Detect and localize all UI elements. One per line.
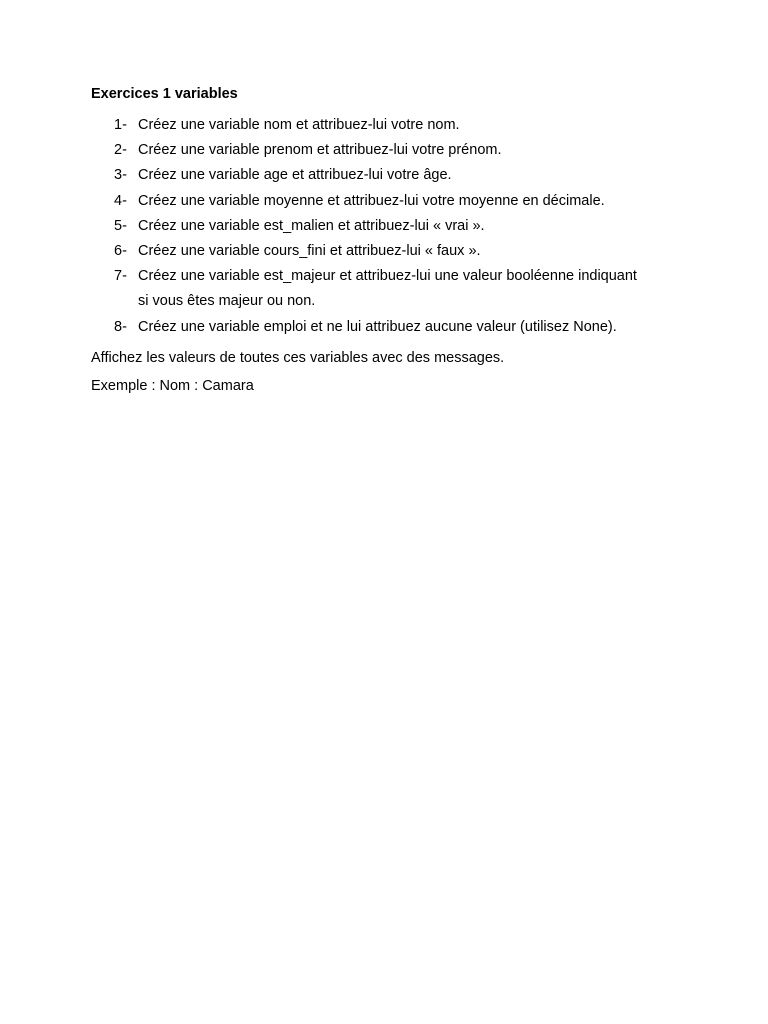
exercise-item: [0, 214, 637, 239]
exercise-item: [0, 163, 637, 188]
exercise-number: 4-: [114, 192, 127, 209]
exercise-number: 5-: [114, 217, 127, 234]
exercise-number: 3-: [114, 167, 127, 184]
exercise-number: 7-: [114, 268, 127, 285]
exercise-number: 1-: [114, 117, 127, 133]
exercise-title: Exercices 1 variables: [91, 86, 238, 102]
exercise-text-line: Créez une variable emploi et ne lui attribuez aucune valeur (utilisez None).: [138, 318, 617, 335]
exercise-text-line: Créez une variable prenom et attribuez-lui votre prénom.: [138, 142, 502, 159]
exercise-list: [0, 113, 637, 340]
exercise-text-line: Créez une variable cours_fini et attribuez-lui « faux ».: [138, 243, 481, 260]
instruction-paragraph: Affichez les valeurs de toutes ces variables avec des messages.: [91, 350, 505, 366]
exercise-item: [0, 239, 637, 264]
exercise-text-line: Créez une variable moyenne et attribuez-lui votre moyenne en décimale.: [138, 192, 605, 209]
exercise-number: 2-: [114, 142, 127, 159]
exercise-number: 6-: [114, 243, 127, 260]
exercise-number: 8-: [114, 318, 127, 335]
exercise-text-line: si vous êtes majeur ou non.: [138, 293, 316, 310]
exercise-item: [0, 315, 637, 340]
exercise-item: [0, 264, 637, 314]
example-paragraph: Exemple : Nom : Camara: [91, 378, 254, 394]
exercise-item: [0, 113, 637, 138]
exercise-text-line: Créez une variable est_malien et attribuez-lui « vrai ».: [138, 217, 485, 234]
exercise-item: [0, 138, 637, 163]
exercise-text-line: Créez une variable age et attribuez-lui votre âge.: [138, 167, 452, 184]
exercise-item: [0, 189, 637, 214]
exercise-text-line: Créez une variable est_majeur et attribuez-lui une valeur booléenne indiquant: [138, 268, 637, 285]
exercise-text-line: Créez une variable nom et attribuez-lui votre nom.: [138, 117, 460, 133]
